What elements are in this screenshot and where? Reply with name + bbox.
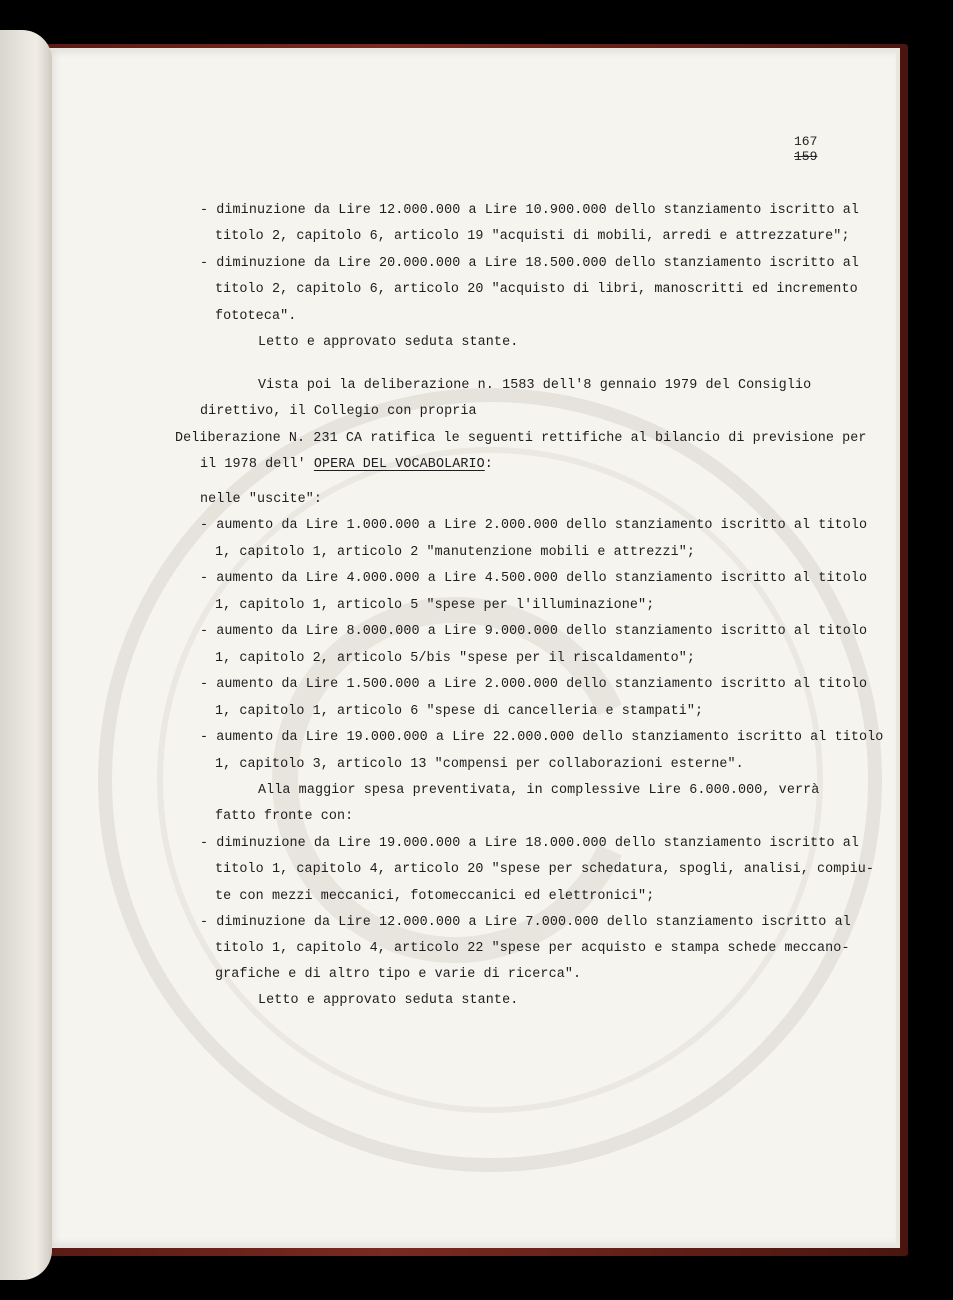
- text-segment: :: [484, 457, 493, 472]
- text-line: - aumento da Lire 8.000.000 a Lire 9.000.000 dello stanziamento iscritto al titolo: [200, 624, 868, 639]
- text-line: titolo 2, capitolo 6, articolo 20 "acquisto di libri, manoscritti ed incremento: [215, 282, 858, 297]
- text-line: fototeca".: [215, 309, 297, 324]
- text-line: - diminuzione da Lire 20.000.000 a Lire 18.500.000 dello stanziamento iscritto al: [200, 256, 859, 271]
- text-line: Alla maggior spesa preventivata, in complessive Lire 6.000.000, verrà: [258, 783, 820, 798]
- text-line: grafiche e di altro tipo e varie di ricerca".: [215, 967, 582, 982]
- text-line: - aumento da Lire 4.000.000 a Lire 4.500.000 dello stanziamento iscritto al titolo: [200, 571, 868, 586]
- text-line: titolo 1, capitolo 4, articolo 20 "spese per schedatura, spogli, analisi, compiu-: [215, 862, 874, 877]
- text-line: Vista poi la deliberazione n. 1583 dell'8 gennaio 1979 del Consiglio: [258, 378, 812, 393]
- text-line: fatto fronte con:: [215, 809, 354, 824]
- text-line: - aumento da Lire 1.000.000 a Lire 2.000.000 dello stanziamento iscritto al titolo: [200, 518, 868, 533]
- page-number-current: 167: [794, 134, 818, 149]
- text-line: te con mezzi meccanici, fotomeccanici ed elettronici";: [215, 889, 655, 904]
- text-line: 1, capitolo 1, articolo 5 "spese per l'illuminazione";: [215, 598, 655, 613]
- text-line: 1, capitolo 1, articolo 2 "manutenzione mobili e attrezzi";: [215, 545, 696, 560]
- text-line: direttivo, il Collegio con propria: [200, 404, 477, 419]
- text-line: - diminuzione da Lire 12.000.000 a Lire 7.000.000 dello stanziamento iscritto al: [200, 915, 851, 930]
- text-line: Letto e approvato seduta stante.: [258, 993, 519, 1008]
- text-line: 1, capitolo 1, articolo 6 "spese di cancelleria e stampati";: [215, 704, 704, 719]
- text-line: nelle "uscite":: [200, 492, 323, 507]
- text-line: - aumento da Lire 1.500.000 a Lire 2.000.000 dello stanziamento iscritto al titolo: [200, 677, 868, 692]
- text-segment: il 1978 dell': [200, 457, 306, 472]
- text-line: Deliberazione N. 231 CA ratifica le seguenti rettifiche al bilancio di previsione per: [175, 431, 867, 446]
- text-line: - aumento da Lire 19.000.000 a Lire 22.000.000 dello stanziamento iscritto al titolo: [200, 730, 884, 745]
- opera-del-vocabolario-heading: OPERA DEL VOCABOLARIO: [313, 457, 485, 472]
- page-number: [794, 134, 817, 164]
- text-line: [200, 457, 493, 472]
- text-line: - diminuzione da Lire 12.000.000 a Lire 10.900.000 dello stanziamento iscritto al: [200, 203, 859, 218]
- text-line: titolo 1, capitolo 4, articolo 22 "spese per acquisto e stampa schede meccano-: [215, 941, 850, 956]
- text-line: Letto e approvato seduta stante.: [258, 335, 519, 350]
- previous-page-edge: [0, 30, 52, 1280]
- text-line: 1, capitolo 3, articolo 13 "compensi per collaborazioni esterne".: [215, 757, 744, 772]
- text-line: 1, capitolo 2, articolo 5/bis "spese per il riscaldamento";: [215, 651, 696, 666]
- page-number-struck: 159: [794, 149, 818, 164]
- text-line: titolo 2, capitolo 6, articolo 19 "acquisti di mobili, arredi e attrezzature";: [215, 229, 850, 244]
- text-line: - diminuzione da Lire 19.000.000 a Lire 18.000.000 dello stanziamento iscritto al: [200, 836, 859, 851]
